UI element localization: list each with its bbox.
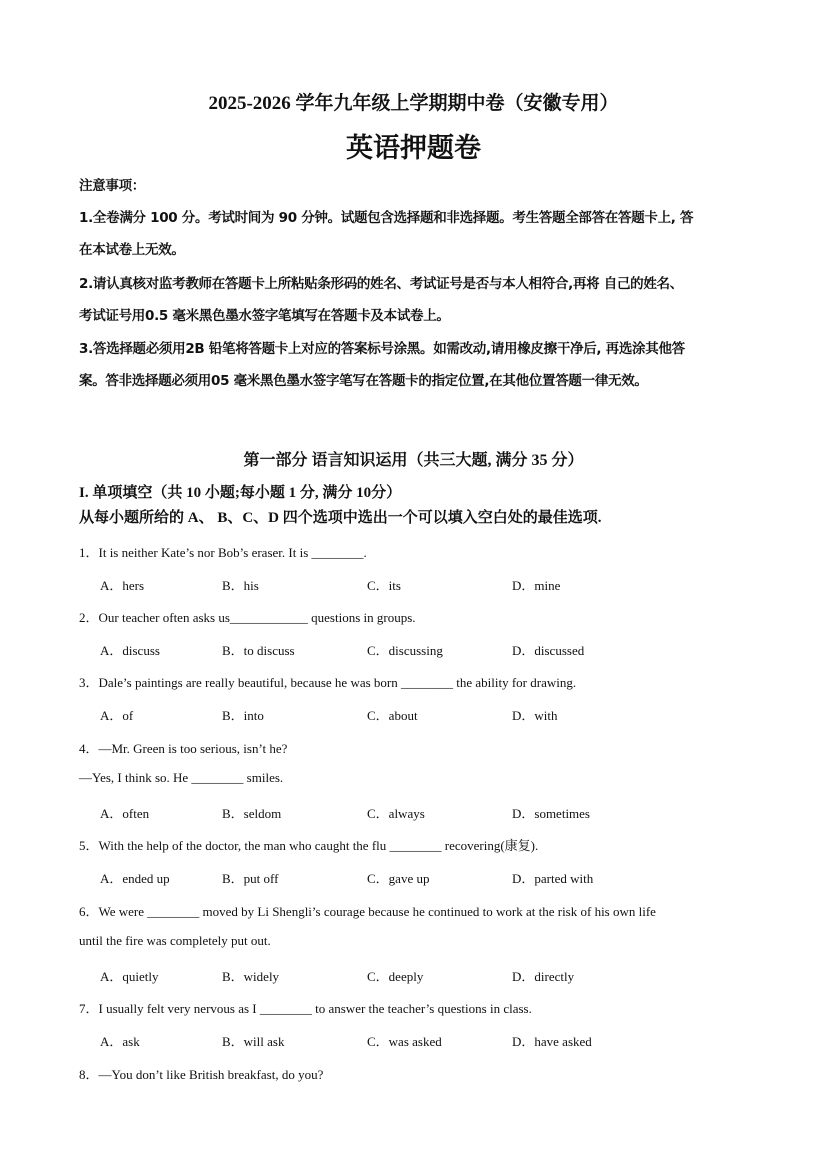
notes-heading: 注意事项： [79,178,145,194]
part-instruction: 从每小题所给的 A、 B、C、D 四个选项中选出一个可以填入空白处的最佳选项. [79,510,602,526]
option-a: A．often [100,805,150,821]
option-a: A．hers [100,577,145,593]
option-d: D．parted with [512,871,594,886]
question-stem: 2．Our teacher often asks us____________ questions in groups. [79,610,416,626]
option-d: D．discussed [512,642,585,658]
option-b: B．seldom [222,805,282,821]
note-line: 1.全卷满分 100 分。考试时间为 90 分钟。试题包含选择题和非选择题。考生答题全部答在答题卡上, 答 [79,210,694,226]
option-d: D．sometimes [512,805,590,821]
option-c: C．about [367,708,418,723]
question-stem: 4．—Mr. Green is too serious, isn’t he? [79,740,288,756]
option-c: C．gave up [367,871,430,886]
note-line: 考试证号用0.5 毫米黑色墨水签字笔填写在答题卡及本试卷上。 [79,308,450,324]
question-stem-continued: —Yes, I think so. He ________ smiles. [79,770,284,786]
question-stem: 3．Dale’s paintings are really beautiful, because he was born ________ the ability for drawing. [79,675,577,691]
option-a: A．ended up [100,871,170,886]
section-title: 第一部分 语言知识运用（共三大题, 满分 35 分） [243,452,584,469]
exam-subtitle: 英语押题卷 [346,133,481,164]
note-line: 案。答非选择题必须用05 毫米黑色墨水签字笔写在答题卡的指定位置,在其他位置答题一律无效。 [79,373,648,389]
question-stem: 1．It is neither Kate’s nor Bob’s eraser. It is ________. [79,545,367,560]
option-b: B．put off [222,871,279,886]
exam-title: 2025-2026 学年九年级上学期期中卷（安徽专用） [208,93,619,114]
question-stem: 7．I usually felt very nervous as I ________ to answer the teacher’s questions in class. [79,1001,532,1017]
option-c: C．its [367,577,401,593]
option-a: A．quietly [100,968,159,984]
option-b: B．will ask [222,1034,285,1049]
option-b: B．to discuss [222,642,295,658]
option-b: B．into [222,708,264,723]
option-c: C．deeply [367,968,424,984]
option-d: D．with [512,708,558,723]
option-a: A．ask [100,1034,140,1049]
note-line: 在本试卷上无效。 [79,242,185,258]
question-stem-continued: until the fire was completely put out. [79,933,271,949]
option-c: C．discussing [367,642,443,658]
option-d: D．directly [512,968,575,984]
question-stem: 6．We were ________ moved by Li Shengli’s courage because he continued to work at the risk of his own life [79,903,656,919]
note-line: 2.请认真核对监考教师在答题卡上所粘贴条形码的姓名、考试证号是否与本人相符合,再将 自己的姓名、 [79,276,683,292]
option-b: B．his [222,577,259,593]
part-title: I. 单项填空（共 10 小题;每小题 1 分, 满分 10分） [79,485,402,501]
option-c: C．was asked [367,1034,442,1049]
option-d: D．have asked [512,1034,592,1049]
option-b: B．widely [222,968,280,984]
option-c: C．always [367,805,425,821]
option-d: D．mine [512,577,561,593]
note-line: 3.答选择题必须用2B 铅笔将答题卡上对应的答案标号涂黑。如需改动,请用橡皮擦干净后, 再选涂其他答 [79,341,685,357]
question-stem: 8．—You don’t like British breakfast, do you? [79,1066,324,1082]
question-stem: 5．With the help of the doctor, the man who caught the flu ________ recovering(康复). [79,838,539,854]
option-a: A．of [100,708,134,723]
option-a: A．discuss [100,642,160,658]
